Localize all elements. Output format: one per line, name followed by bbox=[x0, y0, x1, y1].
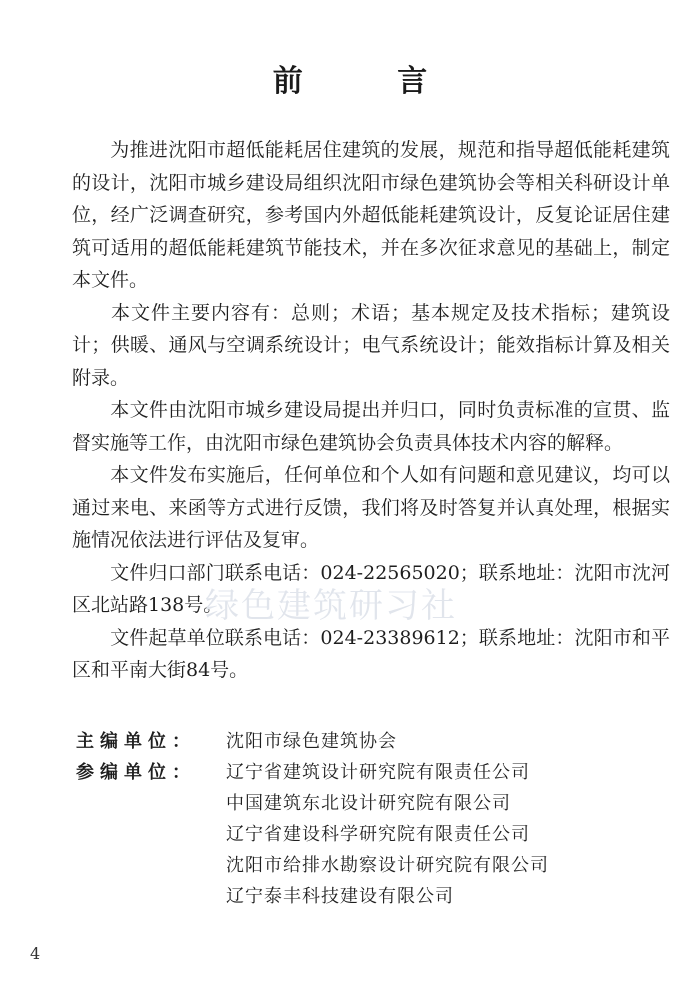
participant-unit-name: 辽宁省建筑设计研究院有限责任公司 bbox=[226, 761, 530, 783]
participant-unit-row bbox=[76, 848, 636, 879]
chief-unit-label: 主编单位： bbox=[76, 730, 196, 752]
paragraph-5: 文件归口部门联系电话：024-22565020；联系地址：沈阳市沈河区北站路138号。 bbox=[72, 561, 670, 616]
participant-unit-row bbox=[76, 786, 636, 817]
participant-unit-name: 中国建筑东北设计研究院有限公司 bbox=[226, 792, 511, 814]
participant-unit-row bbox=[76, 755, 636, 786]
participant-unit-name: 辽宁泰丰科技建设有限公司 bbox=[226, 885, 454, 907]
page-title: 前 言 bbox=[272, 64, 470, 99]
preface-body bbox=[72, 134, 670, 687]
chief-unit-row bbox=[76, 724, 636, 755]
participant-unit-name: 辽宁省建设科学研究院有限责任公司 bbox=[226, 823, 530, 845]
participant-unit-row bbox=[76, 817, 636, 848]
paragraph-1: 为推进沈阳市超低能耗居住建筑的发展，规范和指导超低能耗建筑的设计，沈阳市城乡建设局组织沈阳市绿色建筑协会等相关科研设计单位，经广泛调查研究，参考国内外超低能耗建筑设计，反复论证居住建筑可适用的超低能耗建筑节能技术，并在多次征求意见的基础上，制定本文件。 bbox=[72, 139, 670, 291]
drafting-units bbox=[76, 724, 636, 910]
participant-unit-row bbox=[76, 879, 636, 910]
watermark-text: 绿色建筑研习社 bbox=[205, 586, 457, 626]
paragraph-6: 文件起草单位联系电话：024-23389612；联系地址：沈阳市和平区和平南大街84号。 bbox=[72, 626, 670, 681]
paragraph-2: 本文件主要内容有：总则；术语；基本规定及技术指标；建筑设计；供暖、通风与空调系统设计；电气系统设计；能效指标计算及相关附录。 bbox=[72, 301, 670, 389]
participant-unit-name: 沈阳市给排水勘察设计研究院有限公司 bbox=[226, 854, 549, 876]
page-number: 4 bbox=[30, 944, 41, 963]
participant-unit-label: 参编单位： bbox=[76, 761, 196, 783]
chief-unit-name: 沈阳市绿色建筑协会 bbox=[226, 730, 397, 752]
paragraph-4: 本文件发布实施后，任何单位和个人如有问题和意见建议，均可以通过来电、来函等方式进行反馈，我们将及时答复并认真处理，根据实施情况依法进行评估及复审。 bbox=[72, 464, 670, 551]
paragraph-3: 本文件由沈阳市城乡建设局提出并归口，同时负责标准的宣贯、监督实施等工作，由沈阳市绿色建筑协会负责具体技术内容的解释。 bbox=[72, 399, 670, 454]
